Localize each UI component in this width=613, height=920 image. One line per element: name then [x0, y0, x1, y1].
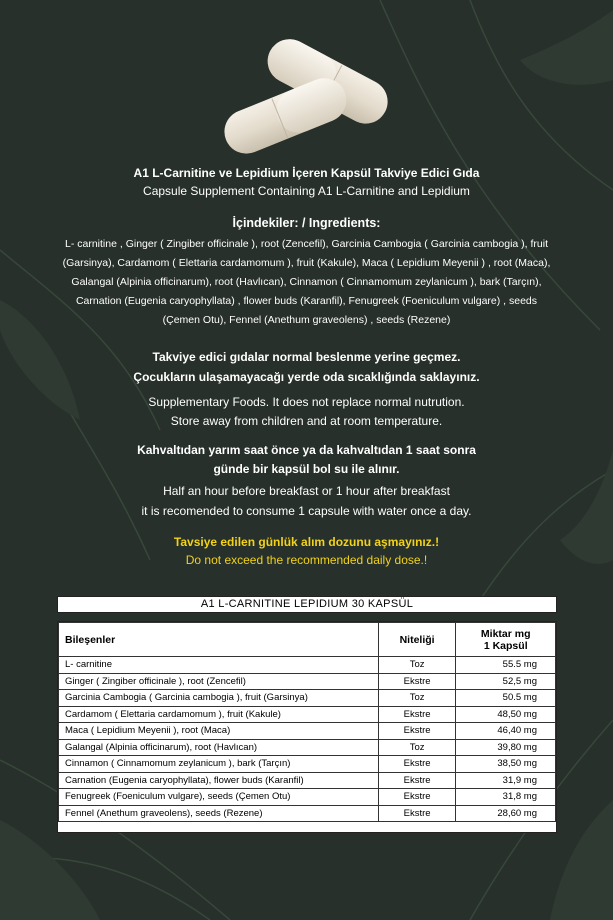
ingredients-line: Carnation (Eugenia caryophyllata) , flower buds (Karanfil), Fenugreek (Foeniculum vulgare) , seeds [75, 295, 538, 307]
ingredients-line: Galangal (Alpinia officinarum), root (Havlıcan), Cinnamon ( Cinnamomum zeylanicum ), bark (Tarçın), [71, 276, 542, 288]
dose-warning-turkish: Tavsiye edilen günlük alım dozunu aşmayınız.! [173, 535, 440, 549]
title-turkish: A1 L-Carnitine ve Lepidium İçeren Kapsül Takviye Edici Gıda [133, 166, 480, 180]
row-amount: 55.5 mg [456, 657, 556, 674]
row-type: Ekstre [378, 789, 456, 806]
row-component: Ginger ( Zingiber officinale ), root (Zencefil) [59, 673, 379, 690]
row-component: Cinnamon ( Cinnamomum zeylanicum ), bark (Tarçın) [59, 756, 379, 773]
table-header-row [59, 623, 556, 657]
title-english: Capsule Supplement Containing A1 L-Carnitine and Lepidium [143, 184, 470, 198]
ingredients-line: L- carnitine , Ginger ( Zingiber officinale ), root (Zencefil), Garcinia Cambogia ( Garcinia cambogia ), fruit [65, 238, 548, 250]
row-type: Ekstre [378, 772, 456, 789]
warning-english-1: Supplementary Foods. It does not replace normal nutrution. [148, 395, 465, 409]
dose-warning-english: Do not exceed the recommended daily dose.! [185, 553, 428, 567]
row-component: Carnation (Eugenia caryophyllata), flower buds (Karanfil) [59, 772, 379, 789]
ingredients-line: (Garsinya), Cardamom ( Elettaria cardamomum ), fruit (Kakule), Maca ( Lepidium Meyenii ) , root (Maca), [62, 257, 551, 269]
row-amount: 31,9 mg [456, 772, 556, 789]
warning-turkish-1: Takviye edici gıdalar normal beslenme yerine geçmez. [152, 350, 461, 364]
table-row [59, 805, 556, 822]
row-type: Toz [378, 739, 456, 756]
usage-turkish-1: Kahvaltıdan yarım saat önce ya da kahvaltıdan 1 saat sonra [137, 443, 476, 457]
table-row [59, 789, 556, 806]
usage-english-2: it is recomended to consume 1 capsule with water once a day. [141, 504, 472, 518]
header-amount-line2: 1 Kapsül [483, 639, 528, 652]
row-amount: 31,8 mg [456, 789, 556, 806]
warning-english-2: Store away from children and at room temperature. [170, 414, 443, 428]
row-amount: 52,5 mg [456, 673, 556, 690]
table-row [59, 739, 556, 756]
ingredients-line: (Çemen Otu), Fennel (Anethum graveolens) , seeds (Rezene) [162, 314, 451, 326]
row-component: Fennel (Anethum graveolens), seeds (Rezene) [59, 805, 379, 822]
header-quality: Niteliği [378, 623, 456, 657]
row-type: Ekstre [378, 723, 456, 740]
table-row [59, 706, 556, 723]
row-amount: 48,50 mg [456, 706, 556, 723]
row-amount: 39,80 mg [456, 739, 556, 756]
table-row [59, 723, 556, 740]
header-amount-line1: Miktar mg [480, 627, 531, 640]
row-type: Ekstre [378, 756, 456, 773]
row-amount: 28,60 mg [456, 805, 556, 822]
usage-english-1: Half an hour before breakfast or 1 hour after breakfast [163, 484, 450, 498]
table-row [59, 772, 556, 789]
row-type: Toz [378, 657, 456, 674]
header-component: Bileşenler [59, 623, 379, 657]
row-amount: 50.5 mg [456, 690, 556, 707]
row-amount: 38,50 mg [456, 756, 556, 773]
table-row [59, 657, 556, 674]
table-row [59, 756, 556, 773]
table-row [59, 673, 556, 690]
warning-turkish-2: Çocukların ulaşamayacağı yerde oda sıcaklığında saklayınız. [133, 370, 480, 384]
row-component: Maca ( Lepidium Meyenii ), root (Maca) [59, 723, 379, 740]
row-component: Galangal (Alpinia officinarum), root (Havlıcan) [59, 739, 379, 756]
row-type: Toz [378, 690, 456, 707]
row-type: Ekstre [378, 805, 456, 822]
row-type: Ekstre [378, 706, 456, 723]
composition-table [57, 621, 557, 833]
row-component: L- carnitine [59, 657, 379, 674]
header-amount [456, 623, 556, 657]
row-component: Garcinia Cambogia ( Garcinia cambogia ), fruit (Garsinya) [59, 690, 379, 707]
ingredients-heading: İçindekiler: / Ingredients: [232, 216, 381, 230]
row-amount: 46,40 mg [456, 723, 556, 740]
row-component: Cardamom ( Elettaria cardamomum ), fruit (Kakule) [59, 706, 379, 723]
capsules-illustration [205, 20, 395, 155]
table-title: A1 L-CARNITINE LEPIDIUM 30 KAPSÜL [57, 596, 557, 613]
table-row [59, 690, 556, 707]
row-component: Fenugreek (Foeniculum vulgare), seeds (Çemen Otu) [59, 789, 379, 806]
row-type: Ekstre [378, 673, 456, 690]
usage-turkish-2: günde bir kapsül bol su ile alınır. [213, 462, 400, 476]
